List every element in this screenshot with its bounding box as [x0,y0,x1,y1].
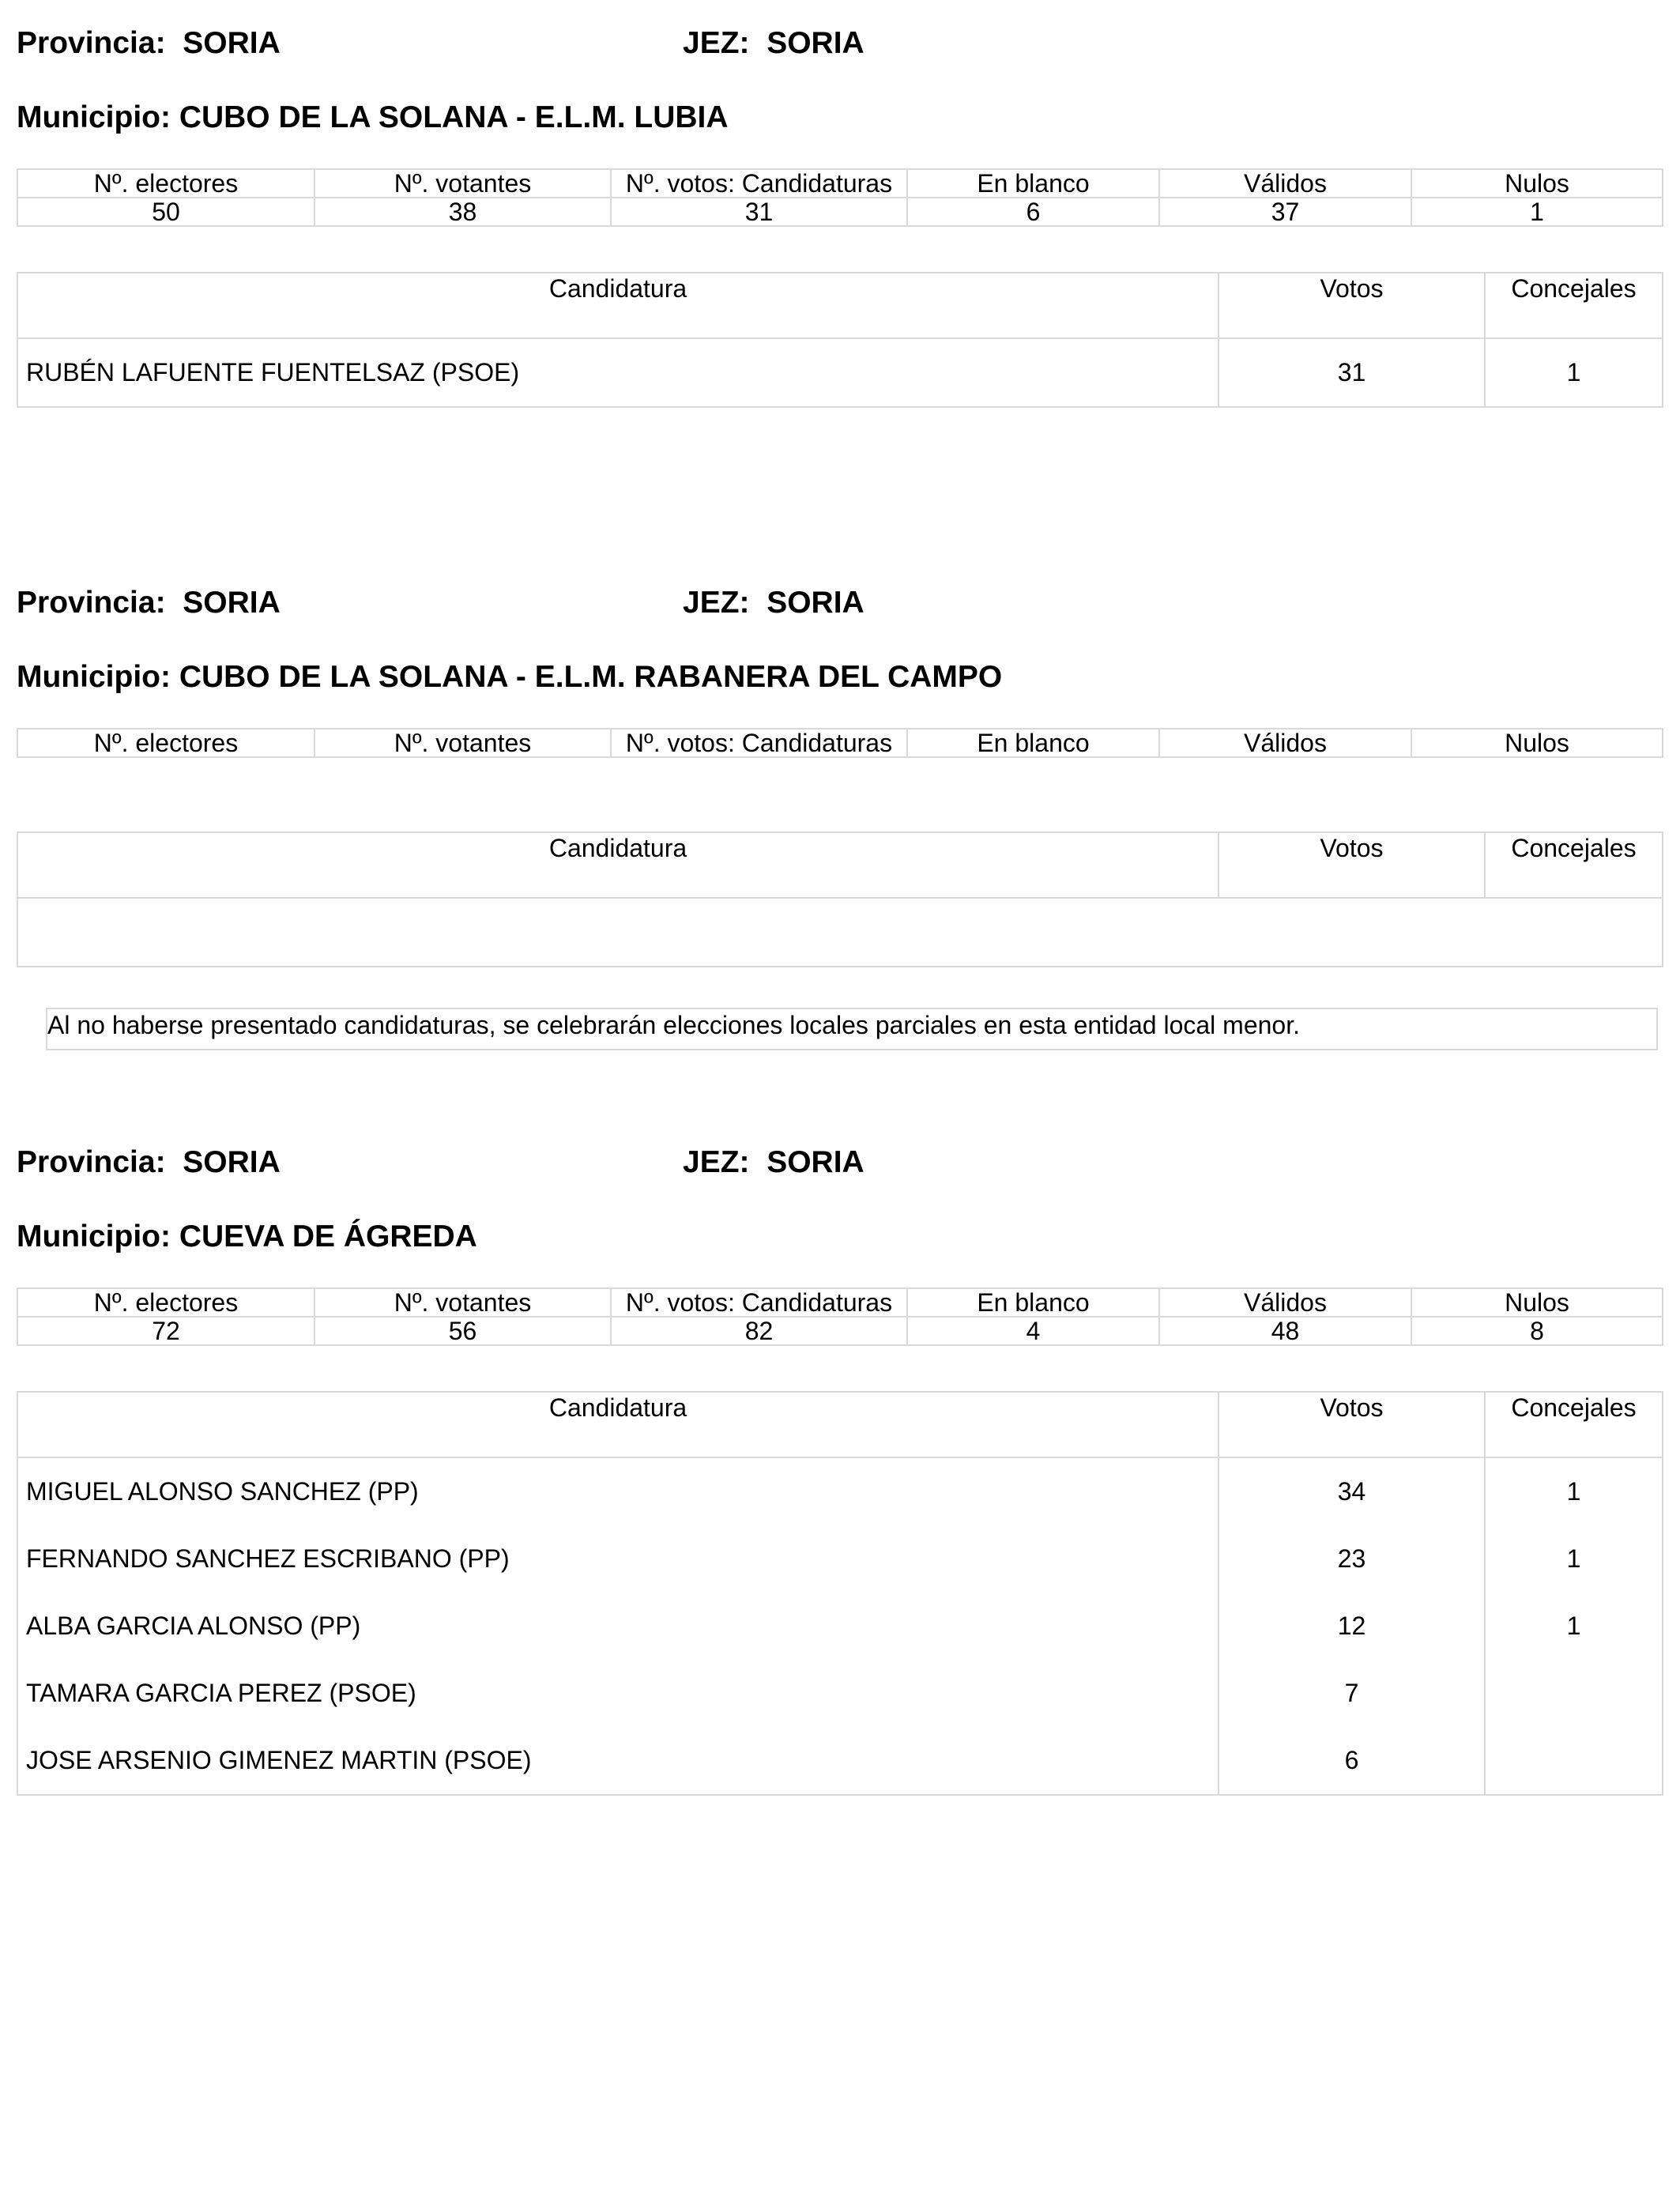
stats-table [17,728,1663,758]
header-candidatura: Candidatura [17,1392,1219,1457]
jez-value: SORIA [767,586,864,620]
municipio-line [17,660,1002,695]
stats-value: 72 [17,1317,315,1345]
candidate-votos: 23 [1219,1525,1485,1593]
jez-line [683,26,864,61]
candidate-votos: 12 [1219,1593,1485,1660]
provincia-line [17,26,281,61]
header-votos: Votos [1219,1392,1485,1457]
candidate-concejales: 1 [1485,1457,1663,1525]
candidate-row [17,1727,1663,1795]
jez-line [683,1145,864,1180]
stats-header: Nº. votantes [315,1288,611,1317]
municipio-line [17,100,729,135]
stats-header: En blanco [907,169,1159,198]
candidates-header-row [17,273,1663,338]
jez-value: SORIA [767,26,864,60]
stats-header-row [17,169,1663,198]
stats-header: Nº. votos: Candidaturas [611,169,907,198]
stats-header: Nº. votos: Candidaturas [611,1288,907,1317]
stats-header: Nº. votantes [315,169,611,198]
candidates-table [17,831,1663,967]
header-concejales: Concejales [1485,273,1663,338]
candidate-row [17,1593,1663,1660]
candidate-votos: 7 [1219,1660,1485,1727]
header-candidatura: Candidatura [17,832,1219,898]
municipio-label: Municipio: [17,1220,171,1253]
stats-header: Nulos [1411,1288,1663,1317]
candidates-table [17,1391,1663,1796]
stats-value: 4 [907,1317,1159,1345]
candidate-concejales [1485,1660,1663,1727]
candidate-name: TAMARA GARCIA PEREZ (PSOE) [17,1660,1219,1727]
candidates-header-row [17,1392,1663,1457]
candidate-row [17,1660,1663,1727]
header-votos: Votos [1219,832,1485,898]
candidate-votos: 34 [1219,1457,1485,1525]
stats-table [17,168,1663,227]
empty-cell [17,898,1663,967]
header-candidatura: Candidatura [17,273,1219,338]
stats-header: Válidos [1159,169,1411,198]
stats-header: Nulos [1411,169,1663,198]
jez-label: JEZ: [683,586,750,620]
stats-header: Nº. votos: Candidaturas [611,729,907,757]
candidate-concejales: 1 [1485,338,1663,407]
municipio-value: CUEVA DE ÁGREDA [179,1220,477,1253]
header-concejales: Concejales [1485,1392,1663,1457]
provincia-line [17,586,281,620]
jez-label: JEZ: [683,1145,750,1179]
candidates-table [17,272,1663,408]
stats-value: 82 [611,1317,907,1345]
municipio-label: Municipio: [17,660,171,694]
candidate-row [17,1525,1663,1593]
municipio-value: CUBO DE LA SOLANA - E.L.M. LUBIA [179,100,729,134]
stats-header: Nº. electores [17,729,315,757]
candidate-name: FERNANDO SANCHEZ ESCRIBANO (PP) [17,1525,1219,1593]
stats-value: 56 [315,1317,611,1345]
provincia-value: SORIA [183,1145,281,1179]
candidate-name: RUBÉN LAFUENTE FUENTELSAZ (PSOE) [17,338,1219,407]
empty-candidate-row [17,898,1663,967]
stats-header: Nº. electores [17,1288,315,1317]
header-concejales: Concejales [1485,832,1663,898]
stats-value: 38 [315,198,611,226]
candidate-name: ALBA GARCIA ALONSO (PP) [17,1593,1219,1660]
stats-value: 37 [1159,198,1411,226]
jez-value: SORIA [767,1145,864,1179]
provincia-label: Provincia: [17,586,166,620]
candidate-concejales: 1 [1485,1525,1663,1593]
stats-header: Nulos [1411,729,1663,757]
stats-value: 6 [907,198,1159,226]
stats-header: En blanco [907,729,1159,757]
jez-line [683,586,864,620]
provincia-line [17,1145,281,1180]
municipio-value: CUBO DE LA SOLANA - E.L.M. RABANERA DEL CAMPO [179,660,1003,694]
jez-label: JEZ: [683,26,750,60]
municipio-line [17,1220,477,1254]
note-box: Al no haberse presentado candidaturas, se celebrarán elecciones locales parciales en esta entidad local menor. [46,1008,1658,1050]
candidate-concejales [1485,1727,1663,1795]
candidate-row [17,1457,1663,1525]
provincia-label: Provincia: [17,26,166,60]
stats-value: 1 [1411,198,1663,226]
stats-value-row [17,198,1663,226]
stats-header-row [17,1288,1663,1317]
stats-value-row [17,1317,1663,1345]
stats-value: 48 [1159,1317,1411,1345]
candidates-header-row [17,832,1663,898]
candidate-votos: 31 [1219,338,1485,407]
stats-value: 8 [1411,1317,1663,1345]
stats-value: 50 [17,198,315,226]
stats-table [17,1287,1663,1346]
header-votos: Votos [1219,273,1485,338]
candidate-concejales: 1 [1485,1593,1663,1660]
candidate-name: JOSE ARSENIO GIMENEZ MARTIN (PSOE) [17,1727,1219,1795]
stats-value: 31 [611,198,907,226]
candidate-row [17,338,1663,407]
provincia-value: SORIA [183,586,281,620]
stats-header: En blanco [907,1288,1159,1317]
stats-header: Válidos [1159,729,1411,757]
provincia-label: Provincia: [17,1145,166,1179]
municipio-label: Municipio: [17,100,171,134]
stats-header-row [17,729,1663,757]
provincia-value: SORIA [183,26,281,60]
candidate-votos: 6 [1219,1727,1485,1795]
stats-header: Nº. votantes [315,729,611,757]
stats-header: Válidos [1159,1288,1411,1317]
stats-header: Nº. electores [17,169,315,198]
candidate-name: MIGUEL ALONSO SANCHEZ (PP) [17,1457,1219,1525]
